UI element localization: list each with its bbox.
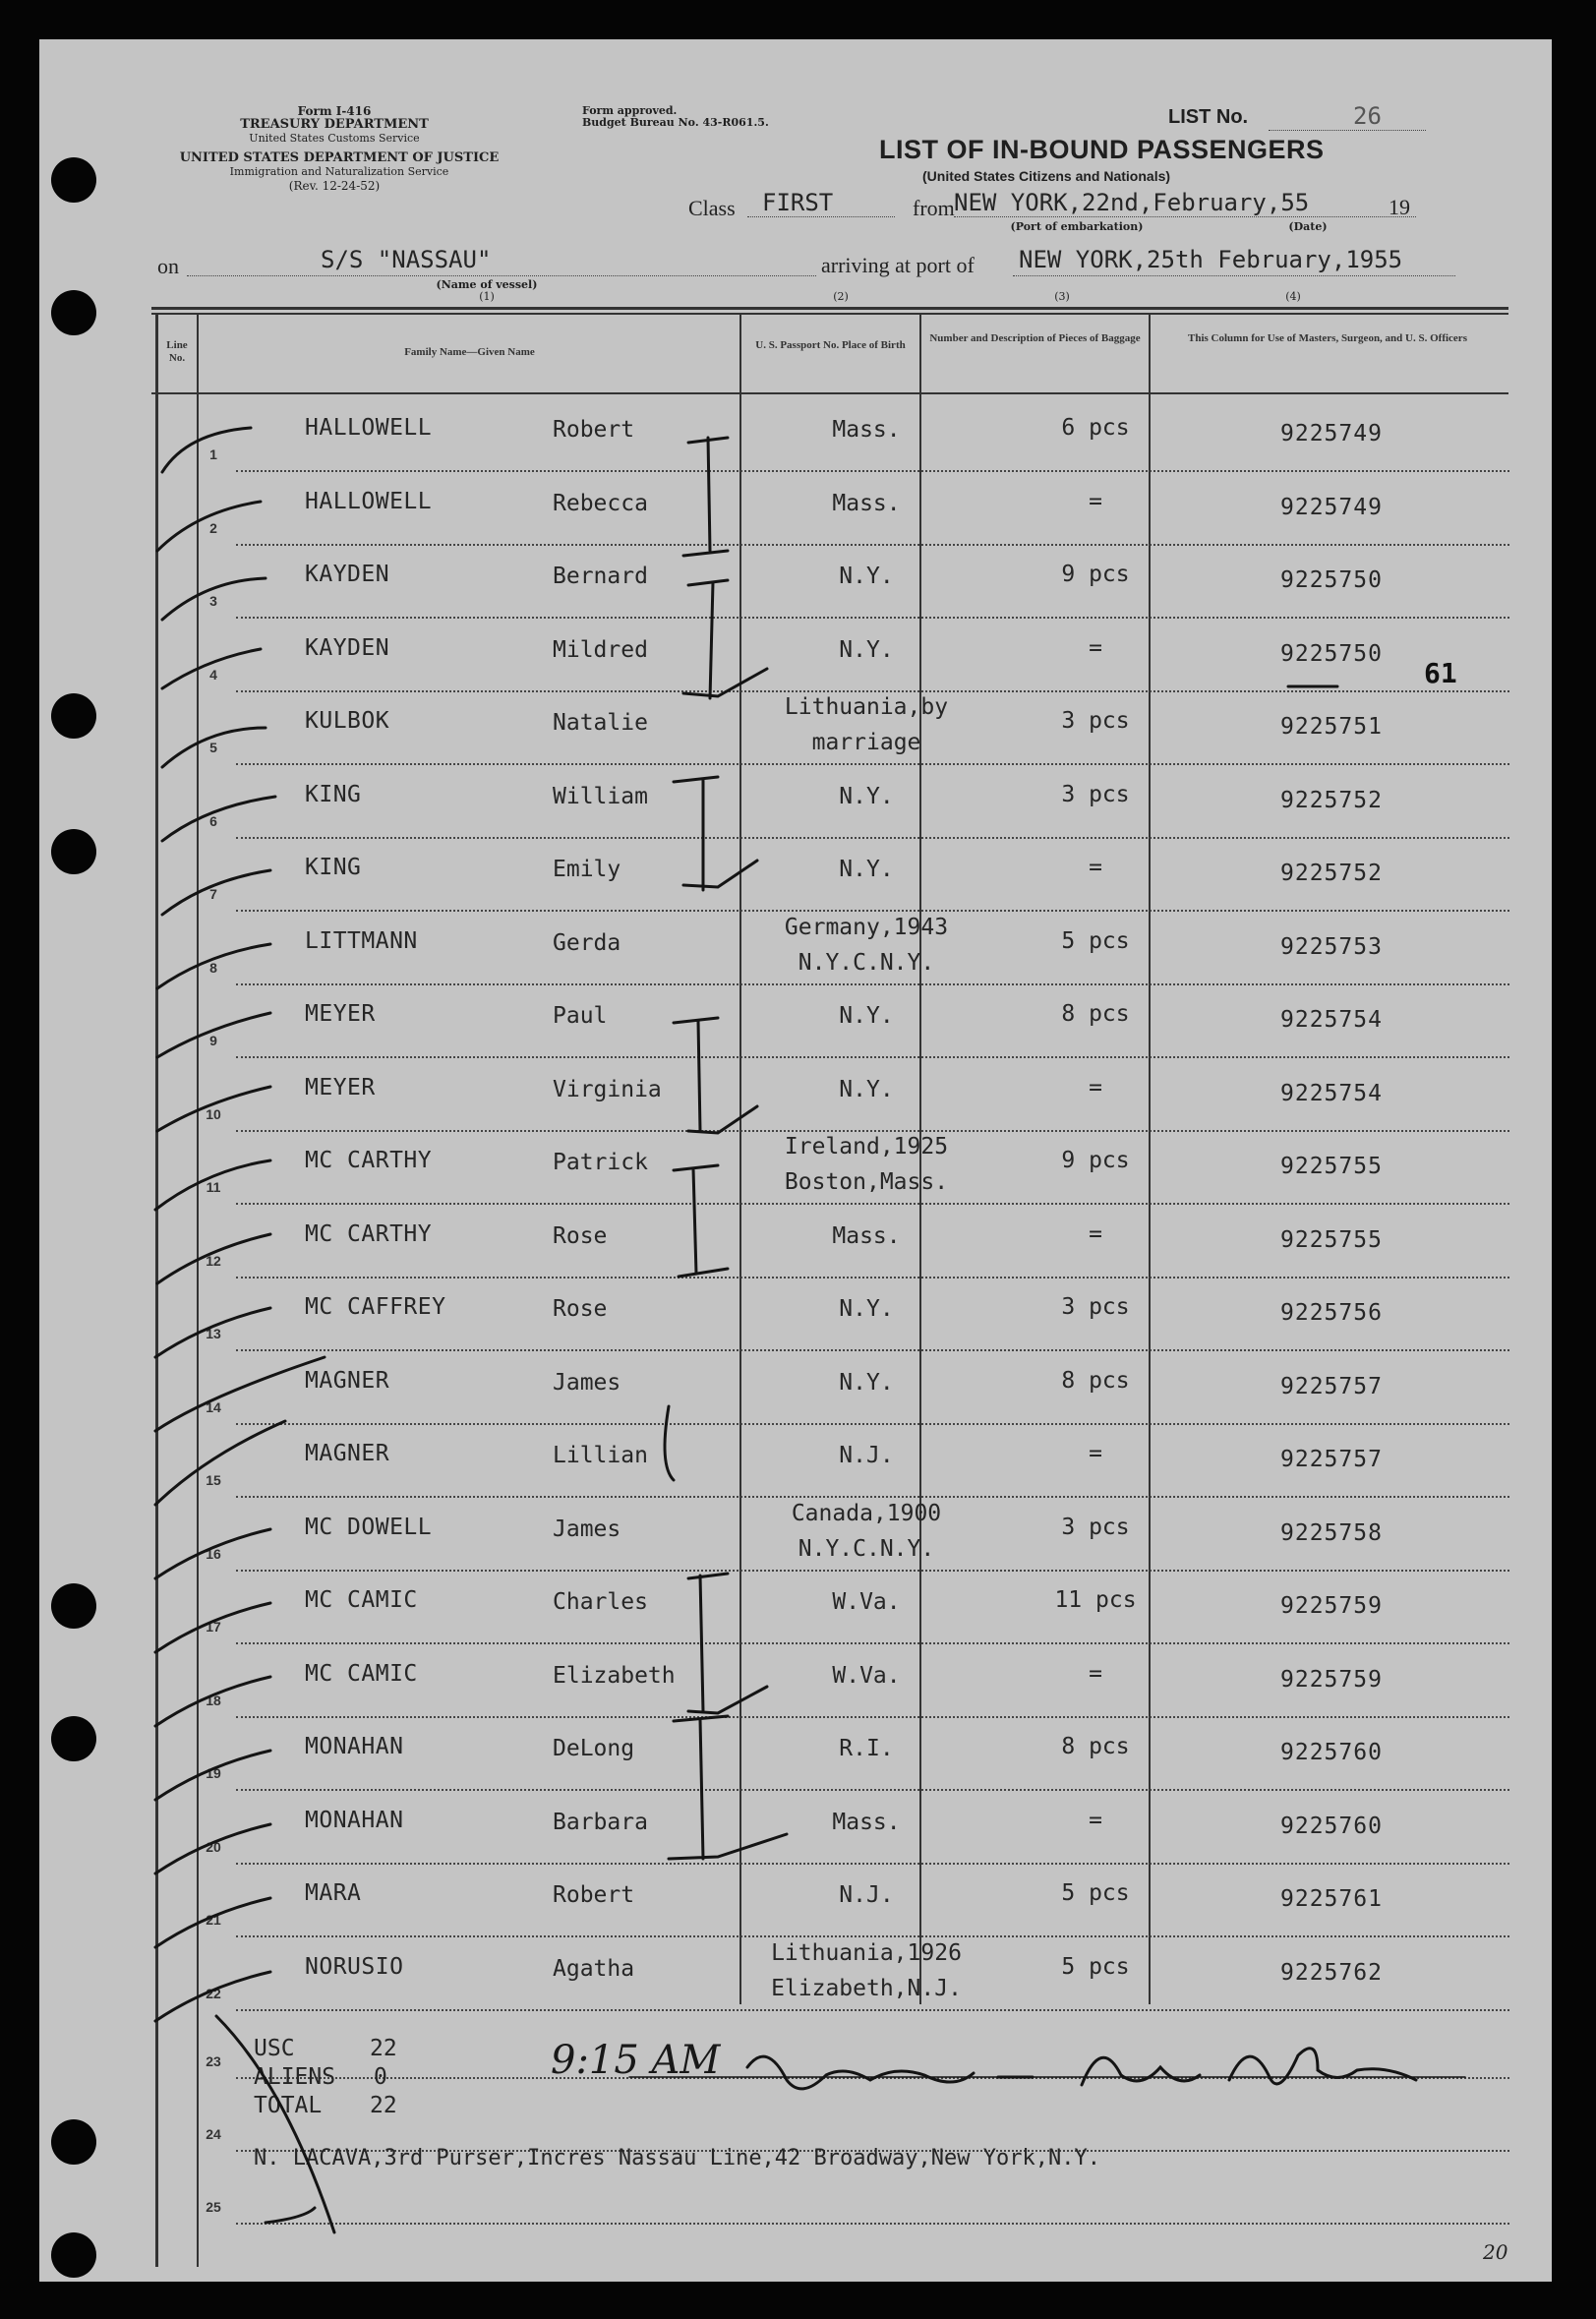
col2-number: (2) xyxy=(833,290,849,303)
place-of-birth: Mass. xyxy=(832,490,901,516)
baggage-count: = xyxy=(1089,855,1102,880)
place-of-birth: Lithuania,1926 xyxy=(771,1939,962,1966)
officer-number: 9225757 xyxy=(1280,1447,1383,1472)
place-of-birth-line2: marriage xyxy=(811,730,921,755)
document-page xyxy=(39,39,1552,2282)
baggage-count: = xyxy=(1089,1074,1102,1100)
baggage-count: 5 pcs xyxy=(1061,1880,1130,1906)
officer-number: 9225754 xyxy=(1280,1007,1383,1033)
name-header: Family Name—Given Name xyxy=(404,346,535,358)
col3-number: (3) xyxy=(1054,290,1070,303)
officers-header: This Column for Use of Masters, Surgeon, and U. S. Officers xyxy=(1188,332,1467,344)
baggage-count: 9 pcs xyxy=(1061,1148,1130,1173)
purser-line: N. LACAVA,3rd Purser,Incres Nassau Line,42 Broadway,New York,N.Y. xyxy=(254,2146,1100,2170)
arriving-label: arriving at port of xyxy=(821,253,975,277)
total-value: 22 xyxy=(370,2093,397,2118)
treasury-dept: TREASURY DEPARTMENT xyxy=(240,117,429,132)
from-label: from xyxy=(913,196,955,220)
form-approved: Form approved. xyxy=(582,104,678,117)
line-number: 11 xyxy=(206,1179,221,1195)
officer-number: 9225750 xyxy=(1280,640,1383,667)
line-number: 24 xyxy=(206,2126,221,2142)
officer-number: 9225755 xyxy=(1280,1226,1383,1253)
officer-number: 9225749 xyxy=(1280,494,1383,520)
place-of-birth: W.Va. xyxy=(832,1589,901,1615)
passport-header: U. S. Passport No. Place of Birth xyxy=(755,339,906,351)
baggage-count: = xyxy=(1089,1807,1102,1833)
line-number: 5 xyxy=(209,740,217,755)
given-name: Robert xyxy=(553,417,635,443)
officer-number: 9225753 xyxy=(1280,933,1383,960)
line-number: 19 xyxy=(206,1765,221,1781)
given-name: Mildred xyxy=(553,636,648,663)
given-name: Emily xyxy=(553,857,621,882)
place-of-birth: Lithuania,by xyxy=(784,694,949,720)
corner-note: 20 xyxy=(1483,2240,1508,2264)
place-of-birth: Mass. xyxy=(832,1809,901,1835)
line-number: 14 xyxy=(206,1398,221,1415)
given-name: Natalie xyxy=(553,710,648,736)
arriving-value: NEW YORK,25th February,1955 xyxy=(1019,246,1403,273)
family-name: MC CARTHY xyxy=(305,1220,433,1247)
place-of-birth: W.Va. xyxy=(832,1662,901,1689)
given-name: Paul xyxy=(553,1003,608,1029)
family-name: MC DOWELL xyxy=(305,1514,433,1540)
place-of-birth: Germany,1943 xyxy=(784,914,949,940)
family-name: MONAHAN xyxy=(305,1807,404,1833)
baggage-header: Number and Description of Pieces of Baggage xyxy=(929,332,1141,344)
officer-number: 9225756 xyxy=(1280,1300,1383,1326)
baggage-count: = xyxy=(1089,1220,1102,1247)
date-caption: (Date) xyxy=(1288,220,1328,233)
line-number: 12 xyxy=(206,1252,221,1269)
aliens-label: ALIENS xyxy=(254,2064,336,2090)
place-of-birth: N.J. xyxy=(839,1882,894,1908)
family-name: MC CAMIC xyxy=(305,1587,418,1613)
place-of-birth: N.Y. xyxy=(839,636,894,663)
vessel-name: S/S "NASSAU" xyxy=(321,246,492,273)
class-value: FIRST xyxy=(762,189,834,216)
baggage-count: 8 pcs xyxy=(1061,1001,1130,1027)
line-number: 6 xyxy=(209,812,217,829)
baggage-count: 3 pcs xyxy=(1061,1294,1130,1320)
place-of-birth-line2: Boston,Mass. xyxy=(784,1169,949,1195)
family-name: LITTMANN xyxy=(305,927,418,954)
family-name: KAYDEN xyxy=(305,634,390,661)
officer-number: 9225761 xyxy=(1280,1886,1383,1912)
place-of-birth: Ireland,1925 xyxy=(784,1134,949,1160)
place-of-birth: Mass. xyxy=(832,417,901,443)
line-number: 13 xyxy=(206,1326,221,1341)
place-of-birth-line2: Elizabeth,N.J. xyxy=(771,1975,962,2001)
baggage-count: 8 pcs xyxy=(1061,1734,1130,1759)
line-no-header: Line No. xyxy=(166,339,188,364)
baggage-count: = xyxy=(1089,634,1102,661)
place-of-birth: N.Y. xyxy=(839,564,894,589)
given-name: James xyxy=(553,1516,621,1542)
baggage-count: 5 pcs xyxy=(1061,927,1130,954)
form-number: Form I-416 xyxy=(297,104,372,118)
line-number: 9 xyxy=(209,1033,217,1048)
baggage-count: = xyxy=(1089,1660,1102,1687)
place-of-birth: N.Y. xyxy=(839,1296,894,1322)
list-no-label: LIST No. xyxy=(1168,106,1249,128)
line-number: 8 xyxy=(209,959,217,976)
line-number: 23 xyxy=(206,2053,221,2069)
place-of-birth: R.I. xyxy=(839,1736,894,1761)
line-number: 10 xyxy=(206,1105,221,1122)
year-label: 19 xyxy=(1389,195,1410,219)
baggage-count: 8 pcs xyxy=(1061,1367,1130,1394)
family-name: HALLOWELL xyxy=(305,415,433,441)
ins-service: Immigration and Naturalization Service xyxy=(229,165,449,178)
given-name: Bernard xyxy=(553,564,648,589)
on-label: on xyxy=(157,254,179,278)
place-of-birth: N.Y. xyxy=(839,783,894,809)
col1-number: (1) xyxy=(479,290,495,303)
line-number: 7 xyxy=(209,886,217,902)
line-number: 3 xyxy=(209,593,217,609)
officer-number: 9225760 xyxy=(1280,1813,1383,1839)
line-number: 25 xyxy=(206,2199,221,2215)
given-name: Elizabeth xyxy=(553,1662,676,1689)
baggage-count: 3 pcs xyxy=(1061,1514,1130,1540)
handwritten-time: 9:15 AM xyxy=(551,2038,721,2083)
baggage-count: = xyxy=(1089,1441,1102,1466)
given-name: Rose xyxy=(553,1296,608,1322)
handwritten-marks xyxy=(39,39,1552,2282)
baggage-count: 3 pcs xyxy=(1061,708,1130,734)
baggage-count: 9 pcs xyxy=(1061,562,1130,587)
vessel-caption: (Name of vessel) xyxy=(436,278,538,291)
family-name: KING xyxy=(305,781,362,807)
given-name: Rebecca xyxy=(553,490,648,516)
baggage-count: 6 pcs xyxy=(1061,415,1130,441)
family-name: MC CAMIC xyxy=(305,1660,418,1687)
binder-hole xyxy=(51,693,96,739)
given-name: Barbara xyxy=(553,1809,648,1835)
officer-number: 9225750 xyxy=(1280,567,1383,593)
document-title: LIST OF IN-BOUND PASSENGERS xyxy=(879,135,1325,164)
margin-note: 61 xyxy=(1424,657,1457,689)
binder-hole xyxy=(51,290,96,335)
officer-number: 9225749 xyxy=(1280,421,1383,446)
justice-dept: UNITED STATES DEPARTMENT OF JUSTICE xyxy=(179,150,500,165)
binder-hole xyxy=(51,157,96,203)
line-number: 16 xyxy=(206,1545,221,1562)
family-name: MONAHAN xyxy=(305,1734,404,1759)
family-name: MC CARTHY xyxy=(305,1148,433,1173)
binder-hole xyxy=(51,2232,96,2278)
place-of-birth: N.Y. xyxy=(839,1369,894,1396)
place-of-birth-line2: N.Y.C.N.Y. xyxy=(798,1535,935,1562)
family-name: MARA xyxy=(305,1880,362,1906)
given-name: Rose xyxy=(553,1222,608,1249)
officer-number: 9225754 xyxy=(1280,1080,1383,1106)
family-name: MC CAFFREY xyxy=(305,1294,446,1320)
baggage-count: 5 pcs xyxy=(1061,1953,1130,1980)
family-name: MEYER xyxy=(305,1001,376,1027)
given-name: Lillian xyxy=(553,1443,648,1468)
given-name: James xyxy=(553,1369,621,1396)
given-name: Charles xyxy=(553,1589,648,1615)
officer-number: 9225752 xyxy=(1280,787,1383,813)
line-number: 1 xyxy=(209,446,217,462)
family-name: KULBOK xyxy=(305,708,390,734)
given-name: Patrick xyxy=(553,1150,648,1175)
officer-number: 9225751 xyxy=(1280,714,1383,740)
binder-hole xyxy=(51,2119,96,2165)
family-name: NORUSIO xyxy=(305,1953,404,1980)
given-name: William xyxy=(553,783,648,809)
place-of-birth: N.Y. xyxy=(839,1076,894,1102)
place-of-birth: N.Y. xyxy=(839,1003,894,1029)
given-name: Agatha xyxy=(553,1955,635,1982)
binder-hole xyxy=(51,1716,96,1761)
family-name: MAGNER xyxy=(305,1441,390,1466)
line-number: 21 xyxy=(206,1912,221,1928)
place-of-birth: Mass. xyxy=(832,1222,901,1249)
given-name: Virginia xyxy=(553,1076,662,1102)
officer-number: 9225752 xyxy=(1280,861,1383,886)
family-name: HALLOWELL xyxy=(305,488,433,514)
family-name: KAYDEN xyxy=(305,562,390,587)
officer-number: 9225758 xyxy=(1280,1519,1383,1546)
place-of-birth: N.Y. xyxy=(839,857,894,882)
usc-label: USC xyxy=(254,2036,295,2061)
line-number: 22 xyxy=(206,1985,221,2001)
document-subtitle: (United States Citizens and Nationals) xyxy=(922,168,1171,184)
line-number: 18 xyxy=(206,1692,221,1708)
line-number: 20 xyxy=(206,1838,221,1855)
customs-service: United States Customs Service xyxy=(249,132,420,145)
place-of-birth-line2: N.Y.C.N.Y. xyxy=(798,949,935,976)
place-of-birth: N.J. xyxy=(839,1443,894,1468)
given-name: Gerda xyxy=(553,929,621,956)
place-of-birth: Canada,1900 xyxy=(791,1500,942,1526)
class-label: Class xyxy=(688,196,736,220)
line-number: 17 xyxy=(206,1619,221,1635)
officer-number: 9225760 xyxy=(1280,1740,1383,1765)
given-name: Robert xyxy=(553,1882,635,1908)
revision-date: (Rev. 12-24-52) xyxy=(288,179,381,193)
given-name: DeLong xyxy=(553,1736,635,1761)
officer-number: 9225762 xyxy=(1280,1959,1383,1986)
baggage-count: 11 pcs xyxy=(1054,1587,1137,1613)
total-label: TOTAL xyxy=(254,2093,323,2118)
baggage-count: 3 pcs xyxy=(1061,781,1130,807)
budget-bureau: Budget Bureau No. 43-R061.5. xyxy=(582,116,769,129)
list-number: 26 xyxy=(1353,102,1382,130)
line-number: 2 xyxy=(209,519,217,536)
binder-hole xyxy=(51,829,96,874)
officer-number: 9225755 xyxy=(1280,1154,1383,1179)
col4-number: (4) xyxy=(1285,290,1301,303)
baggage-count: = xyxy=(1089,488,1102,514)
officer-number: 9225759 xyxy=(1280,1593,1383,1619)
family-name: MAGNER xyxy=(305,1367,390,1394)
port-caption: (Port of embarkation) xyxy=(1010,220,1144,233)
line-number: 4 xyxy=(209,666,217,683)
binder-hole xyxy=(51,1583,96,1629)
family-name: KING xyxy=(305,855,362,880)
officer-number: 9225757 xyxy=(1280,1373,1383,1399)
aliens-value: 0 xyxy=(374,2064,387,2090)
officer-number: 9225759 xyxy=(1280,1666,1383,1693)
usc-value: 22 xyxy=(370,2036,397,2061)
from-value: NEW YORK,22nd,February,55 xyxy=(954,189,1310,216)
family-name: MEYER xyxy=(305,1074,376,1100)
line-number: 15 xyxy=(206,1472,221,1488)
